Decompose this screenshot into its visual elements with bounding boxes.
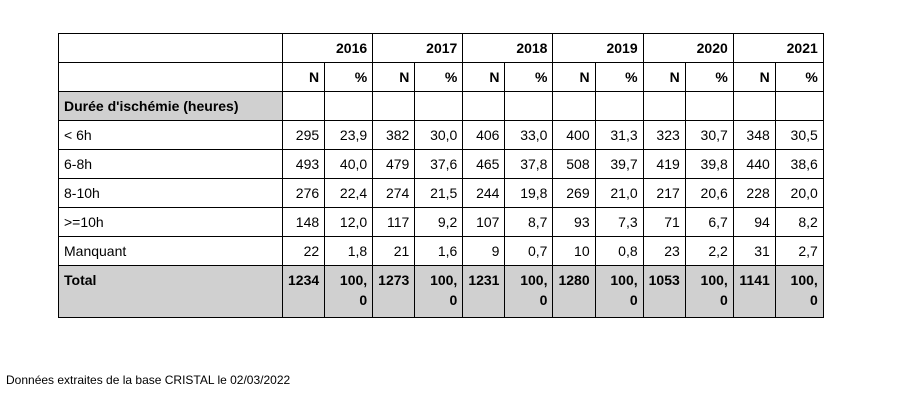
total-row <box>59 266 824 318</box>
percent-cell: 0,7 <box>505 237 553 266</box>
year-header: 2020 <box>643 34 733 63</box>
count-cell: 274 <box>373 179 415 208</box>
percent-cell: 21,5 <box>415 179 463 208</box>
empty-cell <box>325 92 373 121</box>
n-header: N <box>733 63 775 92</box>
percent-cell: 33,0 <box>505 121 553 150</box>
total-count-cell: 1280 <box>553 266 595 318</box>
percent-cell: 20,6 <box>685 179 733 208</box>
n-header: N <box>373 63 415 92</box>
percent-cell: 31,3 <box>595 121 643 150</box>
total-percent-cell: 100, 0 <box>775 266 823 318</box>
n-header: N <box>463 63 505 92</box>
table-row <box>59 208 824 237</box>
total-count-cell: 1231 <box>463 266 505 318</box>
year-header-row <box>59 34 824 63</box>
empty-cell <box>685 92 733 121</box>
percent-cell: 7,3 <box>595 208 643 237</box>
count-cell: 382 <box>373 121 415 150</box>
count-cell: 71 <box>643 208 685 237</box>
empty-cell <box>283 92 325 121</box>
n-header: N <box>283 63 325 92</box>
ischemia-duration-table <box>58 33 824 318</box>
percent-header: % <box>775 63 823 92</box>
percent-cell: 2,2 <box>685 237 733 266</box>
count-cell: 148 <box>283 208 325 237</box>
percent-cell: 20,0 <box>775 179 823 208</box>
percent-cell: 39,8 <box>685 150 733 179</box>
percent-cell: 30,0 <box>415 121 463 150</box>
percent-cell: 30,5 <box>775 121 823 150</box>
empty-cell <box>733 92 775 121</box>
total-count-cell: 1141 <box>733 266 775 318</box>
count-cell: 479 <box>373 150 415 179</box>
corner-cell <box>59 34 283 63</box>
percent-cell: 40,0 <box>325 150 373 179</box>
count-cell: 493 <box>283 150 325 179</box>
count-cell: 276 <box>283 179 325 208</box>
percent-cell: 6,7 <box>685 208 733 237</box>
count-cell: 323 <box>643 121 685 150</box>
total-percent-cell: 100, 0 <box>595 266 643 318</box>
percent-cell: 39,7 <box>595 150 643 179</box>
section-header: Durée d'ischémie (heures) <box>59 92 283 121</box>
percent-cell: 23,9 <box>325 121 373 150</box>
percent-cell: 37,8 <box>505 150 553 179</box>
year-header: 2021 <box>733 34 823 63</box>
count-cell: 117 <box>373 208 415 237</box>
corner-cell <box>59 63 283 92</box>
row-label: 6-8h <box>59 150 283 179</box>
total-count-cell: 1234 <box>283 266 325 318</box>
percent-header: % <box>595 63 643 92</box>
total-percent-cell: 100, 0 <box>415 266 463 318</box>
total-label: Total <box>59 266 283 318</box>
section-header-row <box>59 92 824 121</box>
table-body <box>59 34 824 318</box>
year-header: 2019 <box>553 34 643 63</box>
percent-cell: 21,0 <box>595 179 643 208</box>
percent-cell: 38,6 <box>775 150 823 179</box>
empty-cell <box>595 92 643 121</box>
count-cell: 217 <box>643 179 685 208</box>
table-row <box>59 150 824 179</box>
year-header: 2018 <box>463 34 553 63</box>
percent-cell: 37,6 <box>415 150 463 179</box>
table-row <box>59 179 824 208</box>
count-cell: 295 <box>283 121 325 150</box>
percent-cell: 8,2 <box>775 208 823 237</box>
percent-cell: 2,7 <box>775 237 823 266</box>
count-cell: 10 <box>553 237 595 266</box>
percent-cell: 1,6 <box>415 237 463 266</box>
total-percent-cell: 100, 0 <box>325 266 373 318</box>
row-label: < 6h <box>59 121 283 150</box>
total-percent-cell: 100, 0 <box>685 266 733 318</box>
count-cell: 419 <box>643 150 685 179</box>
table-row <box>59 121 824 150</box>
empty-cell <box>415 92 463 121</box>
percent-cell: 12,0 <box>325 208 373 237</box>
empty-cell <box>775 92 823 121</box>
empty-cell <box>643 92 685 121</box>
empty-cell <box>463 92 505 121</box>
count-cell: 508 <box>553 150 595 179</box>
count-cell: 440 <box>733 150 775 179</box>
count-cell: 244 <box>463 179 505 208</box>
source-note: Données extraites de la base CRISTAL le 02/03/2022 <box>6 373 291 387</box>
count-cell: 465 <box>463 150 505 179</box>
percent-cell: 22,4 <box>325 179 373 208</box>
percent-header: % <box>505 63 553 92</box>
percent-header: % <box>325 63 373 92</box>
count-cell: 31 <box>733 237 775 266</box>
year-header: 2016 <box>283 34 373 63</box>
percent-header: % <box>415 63 463 92</box>
row-label: 8-10h <box>59 179 283 208</box>
row-label: Manquant <box>59 237 283 266</box>
empty-cell <box>505 92 553 121</box>
n-header: N <box>643 63 685 92</box>
count-cell: 93 <box>553 208 595 237</box>
row-label: >=10h <box>59 208 283 237</box>
total-percent-cell: 100, 0 <box>505 266 553 318</box>
n-header: N <box>553 63 595 92</box>
count-cell: 23 <box>643 237 685 266</box>
percent-cell: 30,7 <box>685 121 733 150</box>
total-count-cell: 1273 <box>373 266 415 318</box>
count-cell: 269 <box>553 179 595 208</box>
percent-cell: 0,8 <box>595 237 643 266</box>
count-cell: 348 <box>733 121 775 150</box>
count-cell: 21 <box>373 237 415 266</box>
subheader-row <box>59 63 824 92</box>
percent-cell: 8,7 <box>505 208 553 237</box>
empty-cell <box>373 92 415 121</box>
empty-cell <box>553 92 595 121</box>
count-cell: 406 <box>463 121 505 150</box>
percent-header: % <box>685 63 733 92</box>
count-cell: 107 <box>463 208 505 237</box>
year-header: 2017 <box>373 34 463 63</box>
count-cell: 22 <box>283 237 325 266</box>
percent-cell: 9,2 <box>415 208 463 237</box>
percent-cell: 19,8 <box>505 179 553 208</box>
total-count-cell: 1053 <box>643 266 685 318</box>
percent-cell: 1,8 <box>325 237 373 266</box>
count-cell: 400 <box>553 121 595 150</box>
count-cell: 228 <box>733 179 775 208</box>
count-cell: 94 <box>733 208 775 237</box>
table-row <box>59 237 824 266</box>
count-cell: 9 <box>463 237 505 266</box>
